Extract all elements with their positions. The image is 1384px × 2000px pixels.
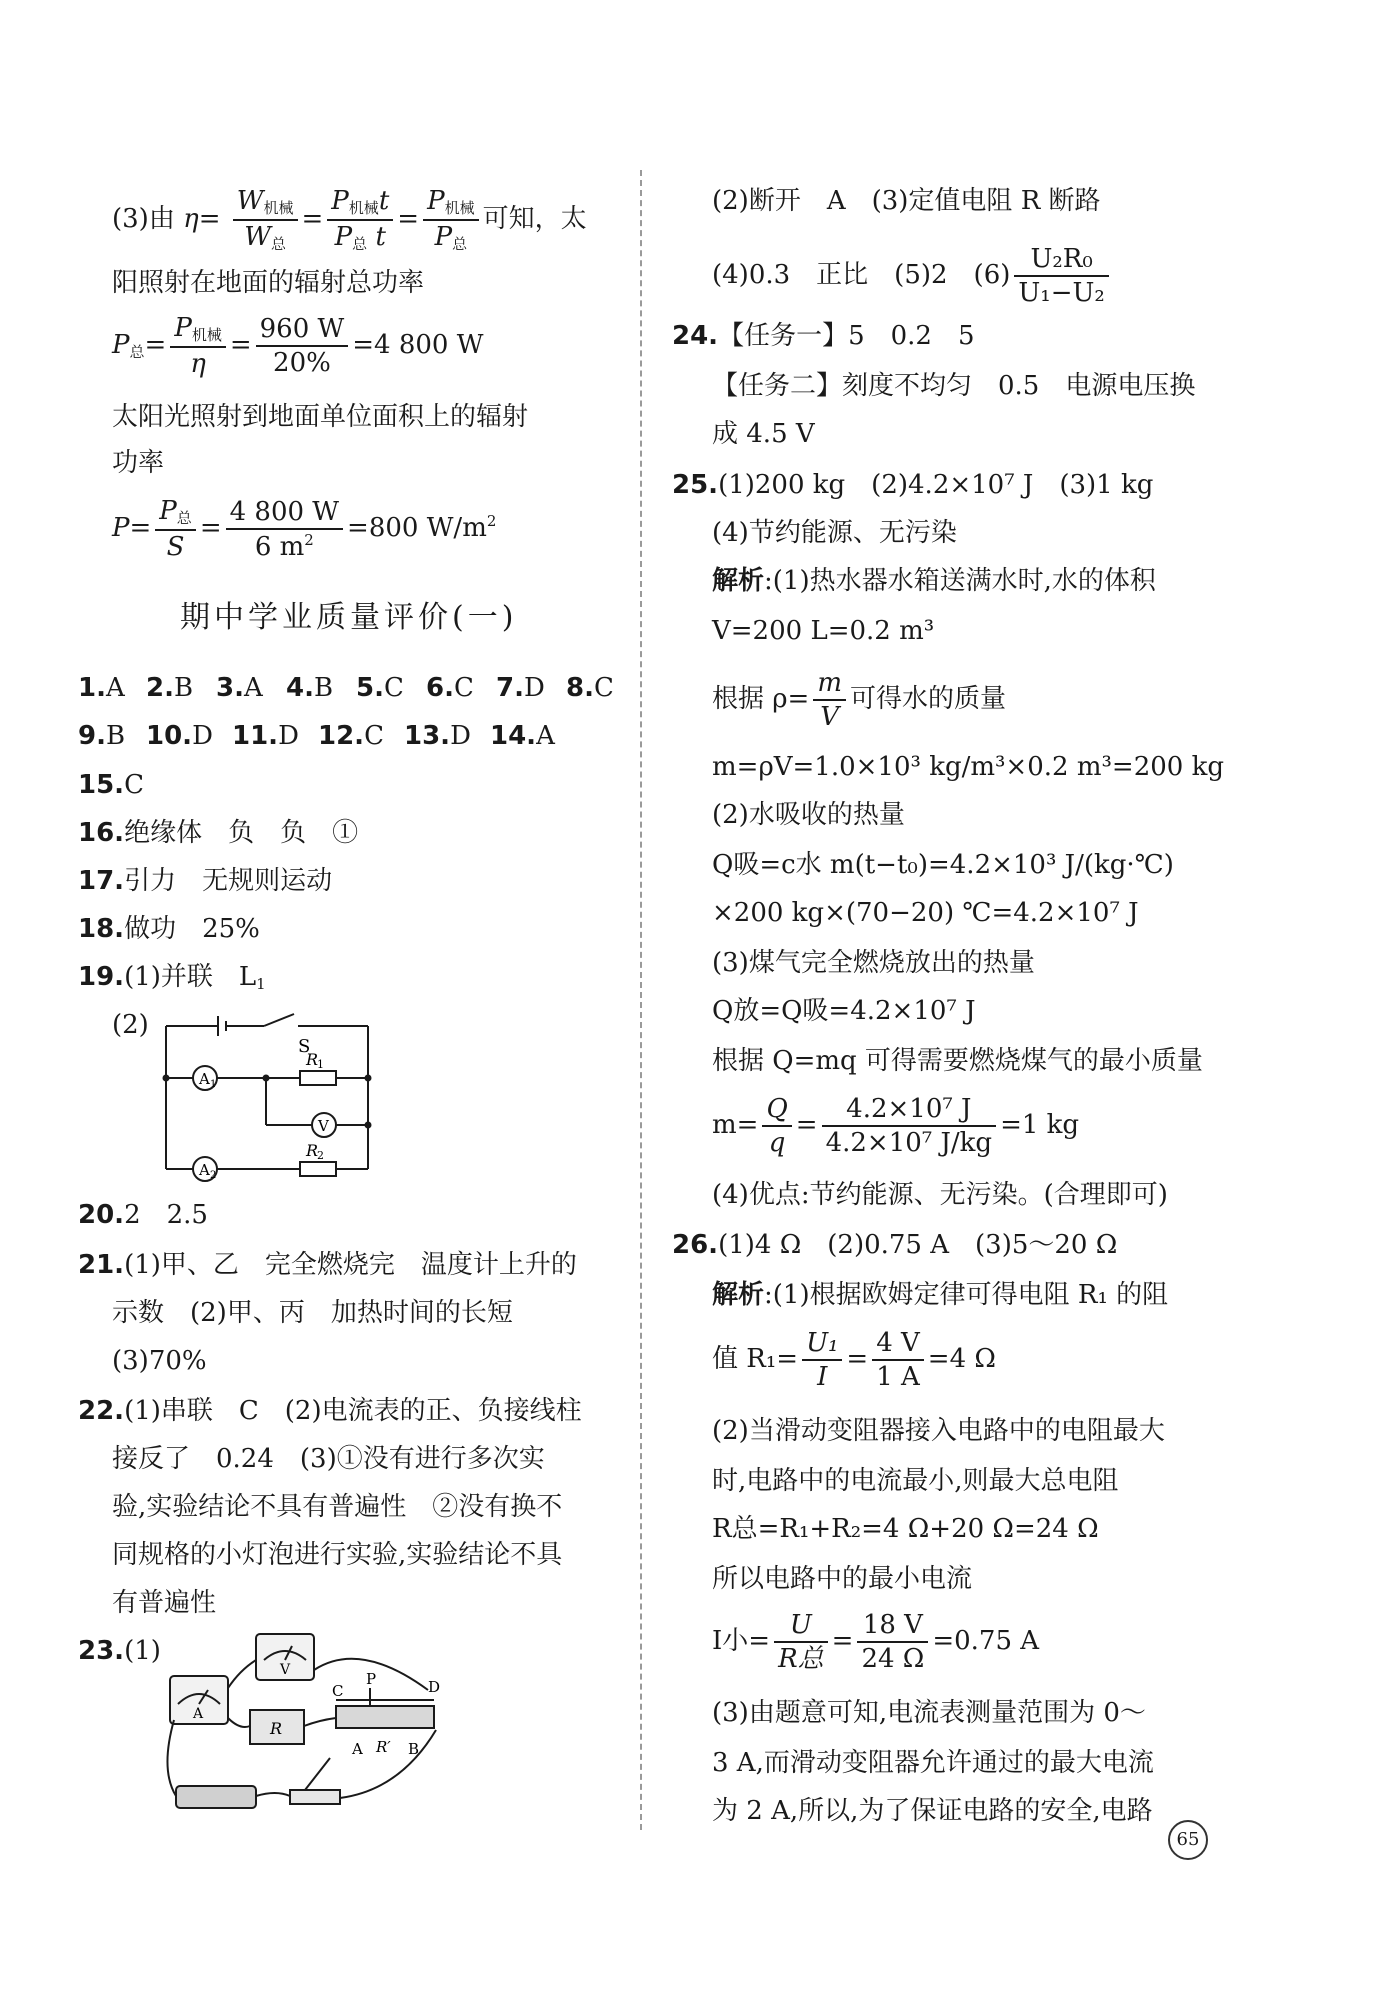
analysis-25-4: m=ρV=1.0×10³ kg/m³×0.2 m³=200 kg xyxy=(712,752,1224,782)
mc-item: 8.C xyxy=(566,673,614,703)
answer-22-line3: 验,实验结论不具有普遍性 ②没有换不 xyxy=(112,1492,563,1522)
answer-15: 15.C xyxy=(78,770,144,800)
mc-item: 10.D xyxy=(146,721,213,751)
mc-item: 7.D xyxy=(496,673,545,703)
analysis-25-11: m= $\frac{Q}{q}$ = $\frac{\text{4.2×10⁷ J}}{\text{4.2×10⁷ J/kg}}$ =1 kg xyxy=(712,1094,1080,1158)
answer-17: 17.引力 无规则运动 xyxy=(78,866,333,896)
analysis-25-5: (2)水吸收的热量 xyxy=(712,800,905,830)
text-line: 太阳光照射到地面单位面积上的辐射 xyxy=(112,402,529,432)
answer-22-line2: 接反了 0.24 (3)①没有进行多次实 xyxy=(112,1444,545,1474)
answer-26-line1: 26.(1)4 Ω (2)0.75 A (3)5～20 Ω xyxy=(672,1230,1118,1260)
analysis-26-7: I小= $\frac{U}{\text{R总}}$ = $\frac{18 V}{24 \Omega}$ =0.75 A xyxy=(712,1610,1040,1674)
analysis-25-3: 根据 ρ= $\frac{m}{V}$ 可得水的质量 xyxy=(712,668,1007,732)
answer-22-line1: 22.(1)串联 C (2)电流表的正、负接线柱 xyxy=(78,1396,582,1426)
v-label: V xyxy=(318,1117,329,1135)
answer-18: 18.做功 25% xyxy=(78,914,260,944)
resistor-label: R xyxy=(270,1719,283,1738)
answer-22-line5: 有普遍性 xyxy=(112,1588,217,1618)
answer-24-line2: 【任务二】刻度不均匀 0.5 电源电压换 xyxy=(712,371,1196,401)
analysis-25-8: (3)煤气完全燃烧放出的热量 xyxy=(712,948,1035,978)
analysis-26-6: 所以电路中的最小电流 xyxy=(712,1564,973,1594)
text-line: 阳照射在地面的辐射总功率 xyxy=(112,268,425,298)
eq-area-power: P= $\frac{P_总}{S}$ = $\frac{4 800 W}{6 m^2}$ =800 $W/m^2$ xyxy=(112,496,497,562)
terminal-b-label: B xyxy=(408,1740,420,1758)
mc-item: 5.C xyxy=(356,673,404,703)
analysis-26-4: 时,电路中的电流最小,则最大总电阻 xyxy=(712,1466,1119,1496)
r2-label: R xyxy=(306,1141,319,1160)
terminal-p-label: P xyxy=(366,1670,377,1688)
terminal-a-label: A xyxy=(352,1740,363,1758)
junction-dot xyxy=(163,1075,170,1082)
answer-16: 16.绝缘体 负 负 ① xyxy=(78,818,359,848)
mc-item: 4.B xyxy=(286,673,334,703)
terminal-c-label: C xyxy=(332,1682,344,1700)
analysis-25-10: 根据 Q=mq 可得需要燃烧煤气的最小质量 xyxy=(712,1046,1203,1076)
mc-item: 14.A xyxy=(490,721,555,751)
answer-21-line3: (3)70% xyxy=(112,1346,207,1376)
analysis-25-12: (4)优点:节约能源、无污染。(合理即可) xyxy=(712,1180,1168,1210)
analysis-25-6: Q吸=c水 m(t−t₀)=4.2×10³ J/(kg·℃) xyxy=(712,850,1174,880)
column-divider xyxy=(640,170,642,1830)
analysis-26-3: (2)当滑动变阻器接入电路中的电阻最大 xyxy=(712,1416,1165,1446)
mc-item: 9.B xyxy=(78,721,126,751)
analysis-26-5: R总=R₁+R₂=4 Ω+20 Ω=24 Ω xyxy=(712,1514,1099,1544)
r1-sub: 1 xyxy=(317,1058,324,1071)
a2-sub: 2 xyxy=(210,1170,217,1181)
junction-dot xyxy=(365,1075,372,1082)
text-line: 功率 xyxy=(112,448,165,478)
answer-23-part1: 23.(1) xyxy=(78,1636,161,1666)
junction-dot xyxy=(365,1122,372,1129)
answer-21-line2: 示数 (2)甲、丙 加热时间的长短 xyxy=(112,1298,513,1328)
analysis-26-1: 解析:(1)根据欧姆定律可得电阻 R₁ 的阻 xyxy=(712,1280,1169,1310)
analysis-25-1: 解析:(1)热水器水箱送满水时,水的体积 xyxy=(712,566,1156,596)
eq-total-power: $P_总=$ $\frac{P_{机械}}{\eta}$ = $\frac{960 W}{20\%}$ =4 800 W xyxy=(112,313,484,379)
answer-19-part2: (2) xyxy=(112,1010,149,1040)
a2-label: A xyxy=(199,1161,210,1179)
circuit-diagram xyxy=(160,1012,382,1182)
answer-19: 19.(1)并联 $L_1$ xyxy=(78,962,266,993)
analysis-25-2: V=200 L=0.2 m³ xyxy=(712,616,935,646)
mc-item: 1.A xyxy=(78,673,125,703)
mc-item: 13.D xyxy=(404,721,471,751)
analysis-26-2: 值 R₁= $\frac{\text{U₁}}{I}$ = $\frac{4 V}{1 A}$ =4 Ω xyxy=(712,1328,996,1392)
analysis-26-8: (3)由题意可知,电流表测量范围为 0～ xyxy=(712,1698,1146,1728)
answer-23-line2: (2)断开 A (3)定值电阻 R 断路 xyxy=(712,186,1101,216)
page-number: 65 xyxy=(1168,1820,1208,1860)
mc-item: 11.D xyxy=(232,721,299,751)
analysis-26-9: 3 A,而滑动变阻器允许通过的最大电流 xyxy=(712,1748,1154,1778)
fraction-pt: $\frac{P_{机械}t}{P_总 t}$ xyxy=(327,188,393,252)
answer-22-line4: 同规格的小灯泡进行实验,实验结论不具 xyxy=(112,1540,563,1570)
mc-item: 2.B xyxy=(146,673,194,703)
analysis-26-10: 为 2 A,所以,为了保证电路的安全,电路 xyxy=(712,1796,1153,1826)
fraction-p: $\frac{P_{机械}}{P_总}$ xyxy=(423,188,479,252)
answer-24-line3: 成 4.5 V xyxy=(712,419,815,449)
switch-label: S xyxy=(298,1036,311,1057)
mc-item: 3.A xyxy=(216,673,263,703)
ammeter-label: A xyxy=(193,1706,204,1722)
answer-20: 20.2 2.5 xyxy=(78,1200,208,1230)
mc-item: 6.C xyxy=(426,673,474,703)
section-title: 期中学业质量评价(一) xyxy=(180,600,518,635)
mc-item: 12.C xyxy=(318,721,384,751)
analysis-25-7: ×200 kg×(70−20) ℃=4.2×10⁷ J xyxy=(712,898,1139,928)
fraction-w: $\frac{W_{机械}}{W_总}$ xyxy=(233,188,298,252)
answer-25-line2: (4)节约能源、无污染 xyxy=(712,518,957,548)
voltmeter-label: V xyxy=(280,1662,291,1678)
answer-21-line1: 21.(1)甲、乙 完全燃烧完 温度计上升的 xyxy=(78,1250,577,1280)
answer-24-line1: 24.【任务一】5 0.2 5 xyxy=(672,321,975,351)
mc-row-2 xyxy=(78,723,576,749)
apparatus-diagram xyxy=(160,1630,460,1820)
a1-label: A xyxy=(199,1070,210,1088)
mc-row-1 xyxy=(78,675,636,701)
rheostat-label: R′ xyxy=(376,1738,391,1756)
a1-sub: 1 xyxy=(210,1079,217,1090)
junction-dot xyxy=(263,1075,270,1082)
answer-23-line3: (4)0.3 正比 (5)2 (6) $\frac{\text{U₂R₀}}{\text{U₁−U₂}}$ xyxy=(712,246,1113,306)
eq-efficiency: (3)由 η= $\frac{W_{机械}}{W_总}$ = $\frac{P_{机械}t}{P_总 t}$ = $\frac{P_{机械}}{P_总}$ 可知，太 xyxy=(112,186,587,253)
analysis-25-9: Q放=Q吸=4.2×10⁷ J xyxy=(712,996,976,1026)
r1-label: R xyxy=(306,1050,319,1069)
answer-25-line1: 25.(1)200 kg (2)4.2×10⁷ J (3)1 kg xyxy=(672,470,1154,500)
r2-sub: 2 xyxy=(317,1149,324,1162)
terminal-d-label: D xyxy=(428,1678,441,1696)
